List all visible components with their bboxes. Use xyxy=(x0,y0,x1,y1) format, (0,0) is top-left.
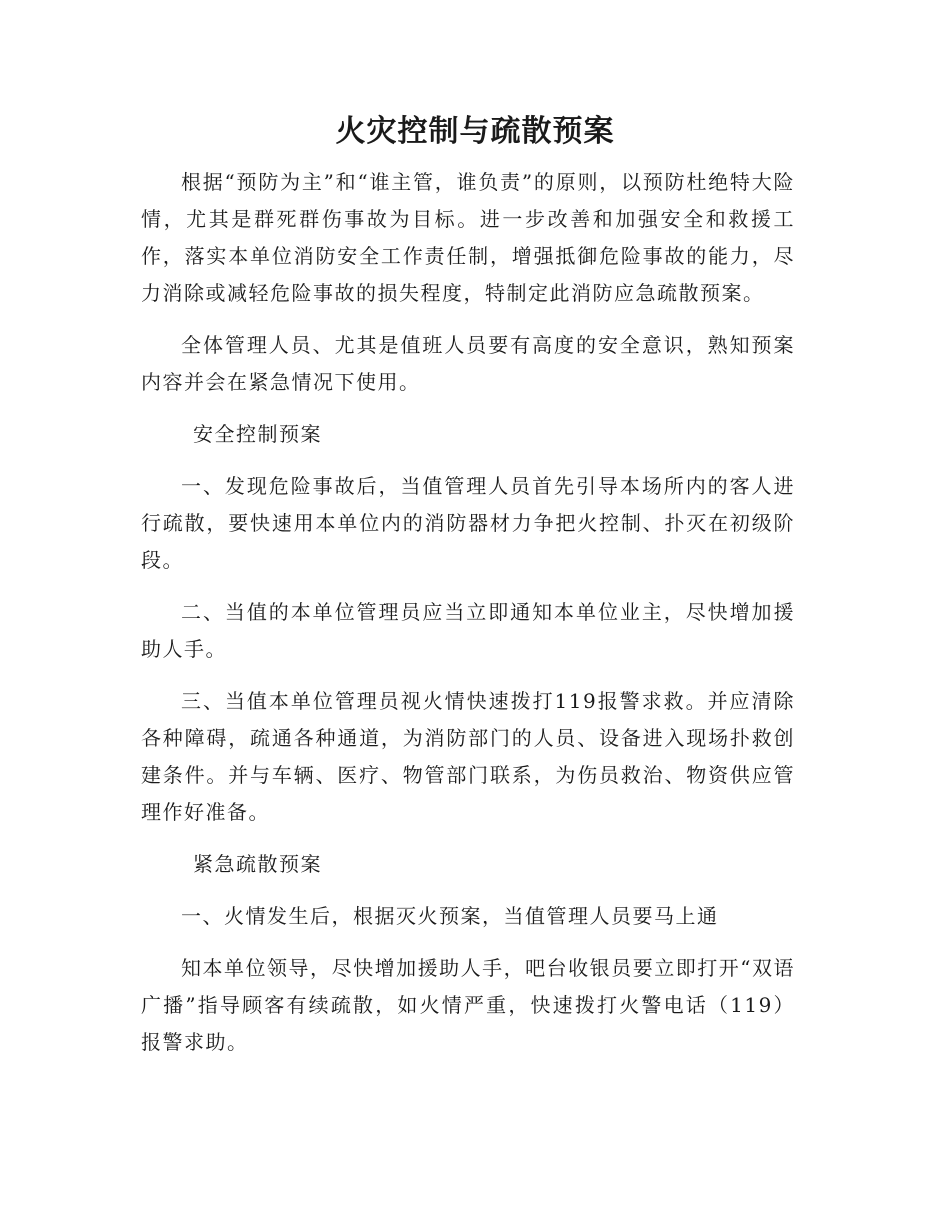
section-heading-evacuation: 紧急疏散预案 xyxy=(193,852,322,876)
document-title: 火灾控制与疏散预案 xyxy=(335,114,615,149)
paragraph-evacuation-step-1-continued: 知本单位领导，尽快增加援助人手，吧台收银员要立即打开“双语广播”指导顾客有续疏散，如火情严重，快速拨打火警电话（119）报警求助。 xyxy=(141,956,795,1054)
paragraph-staff-awareness: 全体管理人员、尤其是值班人员要有高度的安全意识，熟知预案内容并会在紧急情况下使用。 xyxy=(141,333,795,394)
paragraph-control-step-3: 三、当值本单位管理员视火情快速拨打119报警求救。并应清除各种障碍，疏通各种通道，为消防部门的人员、设备进入现场扑救创建条件。并与车辆、医疗、物管部门联系，为伤员救治、物资供应管理作好准备。 xyxy=(141,689,795,824)
paragraph-evacuation-step-1: 一、火情发生后，根据灭火预案，当值管理人员要马上通 xyxy=(181,904,719,928)
paragraph-control-step-1: 一、发现危险事故后，当值管理人员首先引导本场所内的客人进行疏散，要快速用本单位内的消防器材力争把火控制、扑灭在初级阶段。 xyxy=(141,474,795,572)
paragraph-control-step-2: 二、当值的本单位管理员应当立即通知本单位业主，尽快增加援助人手。 xyxy=(141,600,795,661)
document-body xyxy=(141,164,795,1076)
paragraph-intro: 根据“预防为主”和“谁主管，谁负责”的原则，以预防杜绝特大险情，尤其是群死群伤事故为目标。进一步改善和加强安全和救援工作，落实本单位消防安全工作责任制，增强抵御危险事故的能力，尽力消除或减轻危险事故的损失程度，特制定此消防应急疏散预案。 xyxy=(141,170,795,305)
section-heading-safety-control: 安全控制预案 xyxy=(193,422,322,446)
